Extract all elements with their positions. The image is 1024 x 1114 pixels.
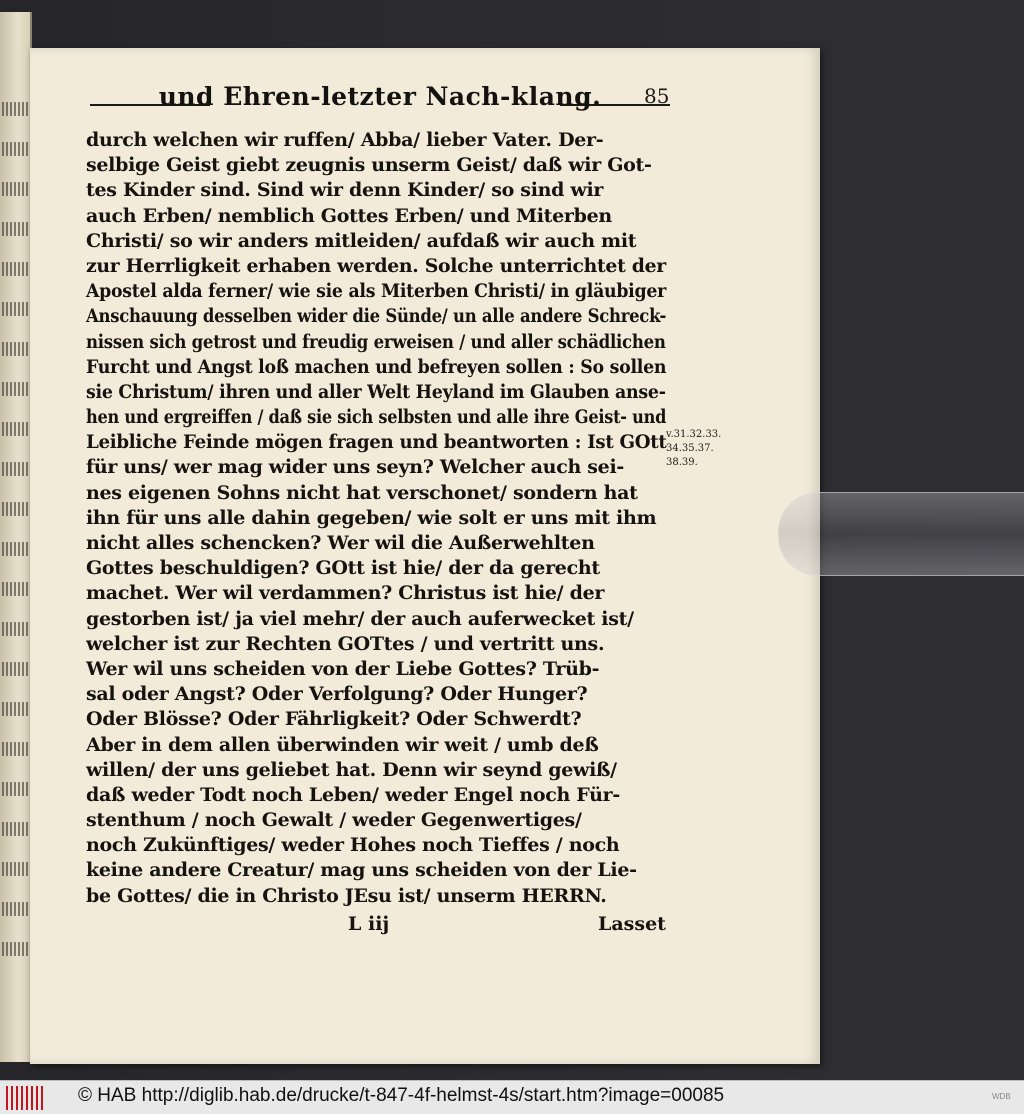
margin-note-line: 38.39. [666,457,698,468]
footer-bar [0,1080,1024,1114]
text-line: auch Erben/ nemblich Gottes Erben/ und Miterben [86,204,612,227]
text-line: welcher ist zur Rechten GOTtes / und vertritt uns. [86,632,605,655]
margin-note-line: 34.35.37. [666,443,714,454]
text-line: sal oder Angst? Oder Verfolgung? Oder Hunger? [86,683,588,706]
library-logo-icon [6,1086,46,1110]
text-line: Anschauung desselben wider die Sünde/ un alle andere Schreck- [86,305,667,328]
text-line: Leibliche Feinde mögen fragen und beantworten : Ist GOtt [86,431,667,454]
text-line: für uns/ wer mag wider uns seyn? Welcher auch sei- [86,456,624,479]
text-line: keine andere Creatur/ mag uns scheiden von der Lie- [86,859,637,882]
facing-page-edge [0,12,32,1062]
text-line: Furcht und Angst loß machen und befreyen sollen : So sollen [86,355,667,378]
margin-note [666,428,746,470]
text-line: Wer wil uns scheiden von der Liebe Gottes? Trüb- [86,657,600,680]
text-line: nes eigenen Sohns nicht hat verschonet/ sondern hat [86,481,638,504]
text-line: stenthum / noch Gewalt / weder Gegenwertiges/ [86,809,582,832]
text-line: Gottes beschuldigen? GOtt ist hie/ der da gerecht [86,557,600,580]
text-line: hen und ergreiffen / daß sie sich selbsten und alle ihre Geist- und [86,406,667,429]
text-line: ihn für uns alle dahin gegeben/ wie solt er uns mit ihm [86,506,657,529]
copyright-link[interactable]: © HAB http://diglib.hab.de/drucke/t-847-4f-helmst-4s/start.htm?image=00085 [78,1085,725,1106]
signature-mark: L iij [348,913,390,935]
margin-note-line: v.31.32.33. [666,429,722,440]
page-number: 85 [644,84,670,108]
text-line: Christi/ so wir anders mitleiden/ aufdaß wir auch mit [86,229,637,252]
text-line: be Gottes/ die in Christo JEsu ist/ unserm HERRN. [86,884,607,907]
text-line: sie Christum/ ihren und aller Welt Heyland im Glauben anse- [86,380,666,403]
text-line: nicht alles schencken? Wer wil die Außerwehlten [86,532,595,554]
footer-mark: WDB [992,1092,1011,1101]
text-line: willen/ der uns geliebet hat. Denn wir seynd gewiß/ [86,758,617,781]
page-holder-clip [778,492,1024,576]
text-line: gestorben ist/ ja viel mehr/ der auch auferwecket ist/ [86,607,634,630]
text-line: selbige Geist giebt zeugnis unserm Geist/ daß wir Got- [86,154,652,177]
text-line: Aber in dem allen überwinden wir weit / umb deß [86,733,599,756]
text-line: noch Zukünftiges/ weder Hohes noch Tieffes / noch [86,834,620,857]
text-line: Oder Blösse? Oder Fährligkeit? Oder Schwerdt? [86,708,582,731]
text-line: Apostel alda ferner/ wie sie als Miterben Christi/ in gläubiger [86,280,666,303]
catchword: Lasset [598,913,666,935]
body-text [86,128,666,909]
text-line: nissen sich getrost und freudig erweisen / und aller schädlichen [86,330,666,353]
running-head-title: und Ehren-letzter Nach-klang. [158,82,602,111]
book-page [30,48,820,1064]
text-line: zur Herrligkeit erhaben werden. Solche unterrichtet der [86,254,666,277]
running-head [90,82,670,118]
text-line: tes Kinder sind. Sind wir denn Kinder/ so sind wir [86,179,604,202]
text-line: daß weder Todt noch Leben/ weder Engel noch Für- [86,783,620,806]
text-line: durch welchen wir ruffen/ Abba/ lieber Vater. Der- [86,129,604,151]
text-line: machet. Wer wil verdammen? Christus ist hie/ der [86,582,605,605]
